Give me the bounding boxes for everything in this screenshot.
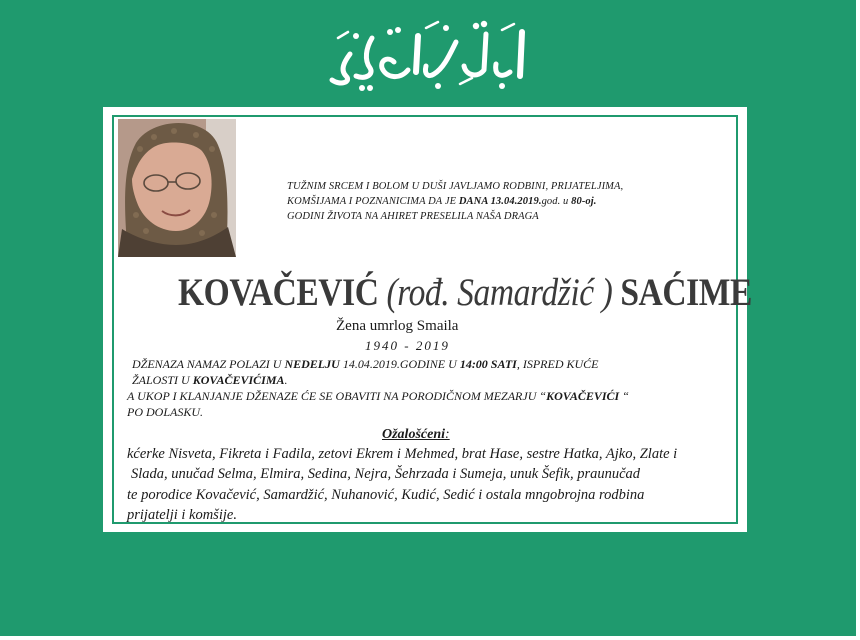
mourners-title-text: Ožalošćeni	[382, 427, 445, 442]
funeral-day: NEDELJU	[284, 357, 340, 371]
portrait-photo	[118, 119, 236, 257]
deceased-name	[178, 270, 752, 315]
death-date: DANA 13.04.2019.	[458, 196, 542, 207]
intro-line-3: GODINI ŽIVOTA NA AHIRET PRESELILA NAŠA DRAGA	[287, 211, 539, 222]
funeral-line-1-text: DŽENAZA NAMAZ POLAZI U	[132, 357, 285, 371]
intro-line-2	[287, 196, 597, 207]
intro-line-2-text: KOMŠIJAMA I POZNANICIMA DA JE	[287, 196, 459, 207]
funeral-line-1-end: , ISPRED KUĆE	[516, 357, 599, 371]
mourners-line-1: kćerke Nisveta, Fikreta i Fadila, zetovi Ekrem i Mehmed, brat Hase, sestre Hatka, Ajko, Zlate i	[127, 446, 678, 462]
funeral-line-2-text: ŽALOSTI U	[132, 373, 193, 387]
given-name: SAĆIME	[620, 271, 752, 314]
maiden-name: (rođ. Samardžić )	[386, 271, 613, 314]
funeral-line-3-end: “	[619, 389, 629, 403]
funeral-line-2-end: .	[284, 373, 288, 387]
age: 80-oj.	[571, 196, 597, 207]
mourners-line-2: Slada, unučad Selma, Elmira, Sedina, Nejra, Šehrzada i Sumeja, unuk Šefik, praunučad	[131, 466, 641, 482]
funeral-place: KOVAČEVIĆIMA	[192, 373, 285, 387]
mourners-line-3: te porodice Kovačević, Samardžić, Nuhanović, Kudić, Sedić i ostala mngobrojna rodbina	[127, 487, 645, 503]
wife-of-line: Žena umrlog Smaila	[336, 318, 459, 334]
burial-place: KOVAČEVIĆI	[546, 389, 620, 403]
surname: KOVAČEVIĆ	[178, 271, 379, 314]
intro-line-2-mid: god. u	[541, 196, 572, 207]
funeral-line-3-text: A UKOP I KLANJANJE DŽENAZE ĆE SE OBAVITI NA PORODIČNOM MEZARJU “	[127, 389, 547, 403]
life-years: 1940 - 2019	[365, 338, 450, 353]
funeral-time: 14:00 SATI	[459, 357, 517, 371]
mourners-title-colon: :	[445, 427, 450, 442]
mourners-line-4: prijatelji i komšije.	[127, 507, 237, 523]
mourners-title	[382, 427, 450, 443]
funeral-line-4: PO DOLASKU.	[127, 405, 204, 419]
funeral-line-2	[132, 373, 288, 388]
funeral-line-3	[127, 389, 629, 404]
intro-line-1: TUŽNIM SRCEM I BOLOM U DUŠI JAVLJAMO RODBINI, PRIJATELJIMA,	[287, 181, 624, 192]
arabic-calligraphy-logo	[326, 14, 534, 96]
funeral-date: 14.04.2019.GODINE U	[339, 357, 460, 371]
funeral-line-1	[132, 357, 598, 372]
